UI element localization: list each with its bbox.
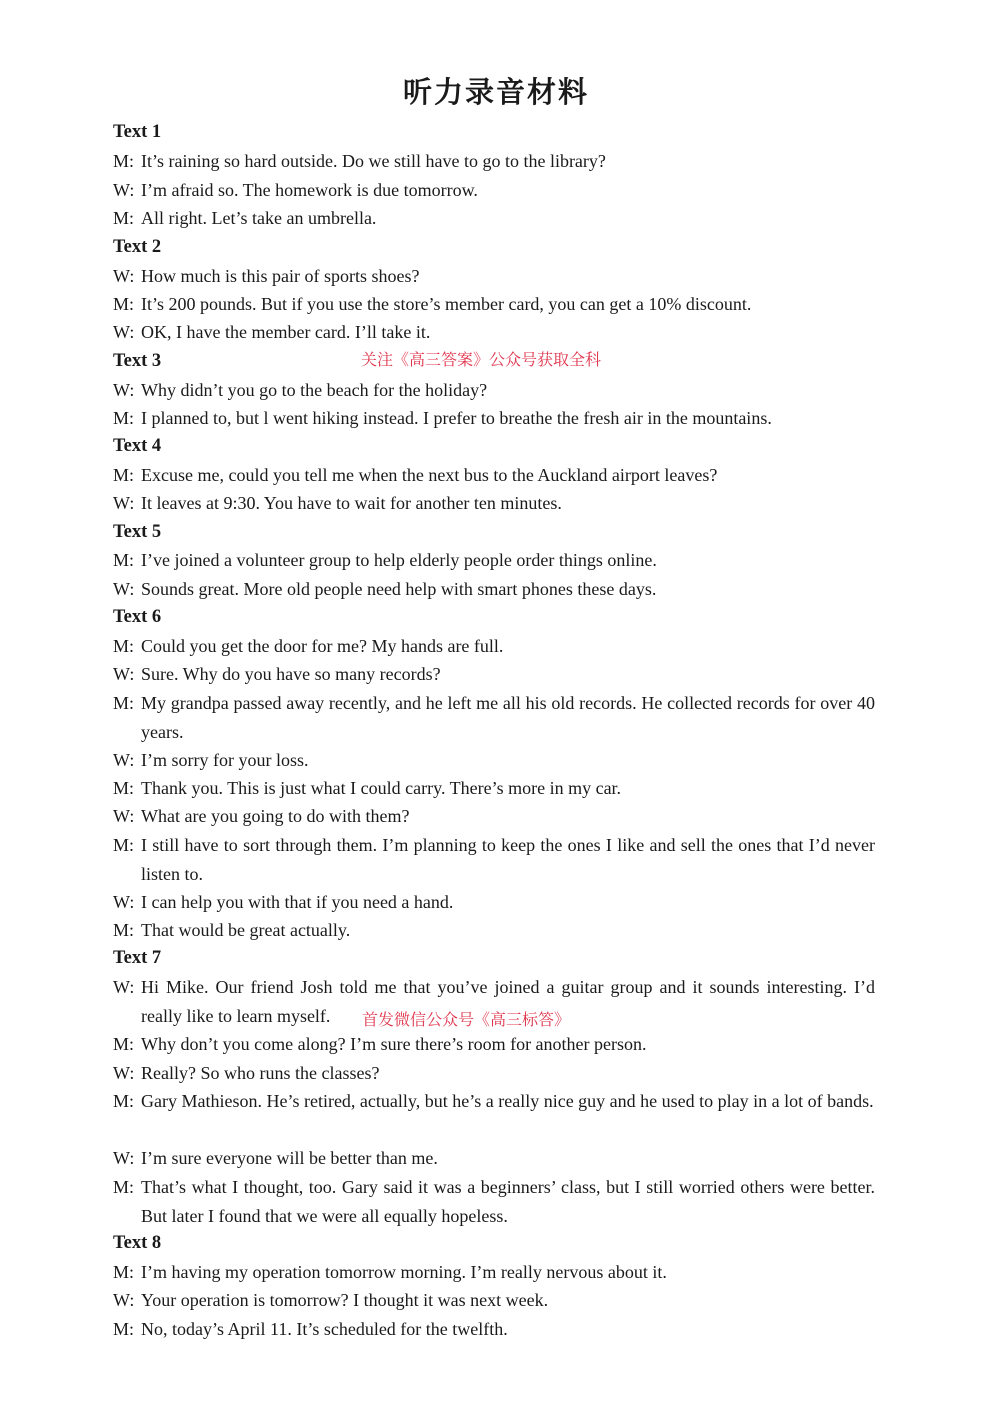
section-heading: Text 3	[113, 351, 162, 371]
speaker-label: M:	[113, 835, 135, 855]
section-heading: Text 2	[113, 237, 162, 257]
speaker-label: M:	[113, 1262, 135, 1282]
section-heading: Text 7	[113, 948, 162, 968]
section-heading: Text 5	[113, 522, 162, 542]
dialogue-text: Sure. Why do you have so many records?	[141, 664, 441, 684]
dialogue-line	[113, 376, 875, 405]
dialogue-text: Could you get the door for me? My hands are full.	[141, 636, 504, 656]
speaker-label: M:	[113, 1091, 135, 1111]
dialogue-line	[113, 204, 875, 233]
dialogue-text: OK, I have the member card. I’ll take it.	[141, 322, 431, 342]
dialogue-line	[113, 1315, 875, 1344]
dialogue-text: That would be great actually.	[141, 920, 351, 940]
dialogue-line	[113, 632, 875, 661]
dialogue-line	[113, 1144, 875, 1173]
dialogue-line	[113, 489, 875, 518]
speaker-label: W:	[113, 380, 135, 400]
dialogue-text: That’s what I thought, too. Gary said it was a beginners’ class, but I still worried others were better. But later I found that we were all equally hopeless.	[141, 1177, 875, 1226]
speaker-label: W:	[113, 579, 135, 599]
dialogue-line	[113, 1087, 875, 1116]
speaker-label: M:	[113, 208, 135, 228]
dialogue-line	[113, 1258, 875, 1287]
speaker-label: M:	[113, 294, 135, 314]
speaker-label: W:	[113, 664, 135, 684]
speaker-label: W:	[113, 322, 135, 342]
dialogue-line	[113, 1173, 875, 1230]
dialogue-text: Gary Mathieson. He’s retired, actually, but he’s a really nice guy and he used to play in a lot of bands.	[141, 1091, 874, 1111]
section-heading: Text 6	[113, 607, 162, 627]
speaker-label: W:	[113, 266, 135, 286]
dialogue-line	[113, 916, 875, 945]
dialogue-text: How much is this pair of sports shoes?	[141, 266, 420, 286]
dialogue-line	[113, 831, 875, 888]
dialogue-text: It leaves at 9:30. You have to wait for another ten minutes.	[141, 493, 562, 513]
dialogue-text: My grandpa passed away recently, and he left me all his old records. He collected records for over 40 years.	[141, 693, 875, 742]
speaker-label: M:	[113, 920, 135, 940]
dialogue-text: I planned to, but l went hiking instead. I prefer to breathe the fresh air in the mountains.	[141, 408, 772, 428]
speaker-label: W:	[113, 750, 135, 770]
dialogue-text: I can help you with that if you need a hand.	[141, 892, 454, 912]
dialogue-line	[113, 318, 875, 347]
speaker-label: M:	[113, 550, 135, 570]
dialogue-text: It’s raining so hard outside. Do we still have to go to the library?	[141, 151, 606, 171]
speaker-label: W:	[113, 1290, 135, 1310]
dialogue-text: I’ve joined a volunteer group to help elderly people order things online.	[141, 550, 657, 570]
speaker-label: W:	[113, 977, 135, 997]
dialogue-line	[113, 404, 875, 433]
dialogue-text: I’m having my operation tomorrow morning. I’m really nervous about it.	[141, 1262, 667, 1282]
section-heading: Text 4	[113, 436, 162, 456]
section-heading: Text 8	[113, 1233, 162, 1253]
dialogue-text: Excuse me, could you tell me when the next bus to the Auckland airport leaves?	[141, 465, 718, 485]
dialogue-line	[113, 802, 875, 831]
speaker-label: M:	[113, 778, 135, 798]
watermark-1: 关注《高三答案》公众号获取全科	[361, 350, 602, 369]
speaker-label: M:	[113, 1177, 135, 1197]
speaker-label: M:	[113, 636, 135, 656]
dialogue-text: Why don’t you come along? I’m sure there’s room for another person.	[141, 1034, 647, 1054]
dialogue-line	[113, 546, 875, 575]
speaker-label: M:	[113, 465, 135, 485]
dialogue-line	[113, 262, 875, 291]
dialogue-line	[113, 660, 875, 689]
speaker-label: M:	[113, 408, 135, 428]
dialogue-line	[113, 147, 875, 176]
dialogue-line	[113, 575, 875, 604]
dialogue-text: All right. Let’s take an umbrella.	[141, 208, 377, 228]
speaker-label: M:	[113, 1034, 135, 1054]
dialogue-line	[113, 290, 875, 319]
dialogue-text: I still have to sort through them. I’m planning to keep the ones I like and sell the ones that I’d never listen to.	[141, 835, 875, 884]
speaker-label: W:	[113, 1148, 135, 1168]
watermark-2: 首发微信公众号《高三标答》	[362, 1010, 571, 1029]
dialogue-line	[113, 689, 875, 746]
dialogue-text: I’m sorry for your loss.	[141, 750, 309, 770]
dialogue-text: Hi Mike. Our friend Josh told me that you’ve joined a guitar group and it sounds interesting. I’d really like to learn myself.	[141, 977, 875, 1026]
dialogue-line	[113, 1286, 875, 1315]
dialogue-text: Why didn’t you go to the beach for the holiday?	[141, 380, 488, 400]
speaker-label: W:	[113, 806, 135, 826]
speaker-label: W:	[113, 1063, 135, 1083]
speaker-label: W:	[113, 180, 135, 200]
dialogue-text: Thank you. This is just what I could carry. There’s more in my car.	[141, 778, 622, 798]
dialogue-text: No, today’s April 11. It’s scheduled for the twelfth.	[141, 1319, 508, 1339]
dialogue-line	[113, 888, 875, 917]
dialogue-line	[113, 1030, 875, 1059]
speaker-label: M:	[113, 693, 135, 713]
speaker-label: M:	[113, 151, 135, 171]
speaker-label: W:	[113, 892, 135, 912]
section-heading: Text 1	[113, 122, 162, 142]
dialogue-line	[113, 774, 875, 803]
dialogue-text: What are you going to do with them?	[141, 806, 410, 826]
dialogue-line	[113, 461, 875, 490]
dialogue-text: Sounds great. More old people need help with smart phones these days.	[141, 579, 657, 599]
dialogue-line	[113, 1059, 875, 1088]
dialogue-text: It’s 200 pounds. But if you use the store’s member card, you can get a 10% discount.	[141, 294, 752, 314]
speaker-label: W:	[113, 493, 135, 513]
speaker-label: M:	[113, 1319, 135, 1339]
dialogue-text: I’m sure everyone will be better than me.	[141, 1148, 438, 1168]
page-title: 听力录音材料	[402, 75, 589, 109]
dialogue-text: I’m afraid so. The homework is due tomorrow.	[141, 180, 478, 200]
dialogue-text: Really? So who runs the classes?	[141, 1063, 380, 1083]
dialogue-text: Your operation is tomorrow? I thought it was next week.	[141, 1290, 549, 1310]
dialogue-line	[113, 176, 875, 205]
dialogue-line	[113, 746, 875, 775]
